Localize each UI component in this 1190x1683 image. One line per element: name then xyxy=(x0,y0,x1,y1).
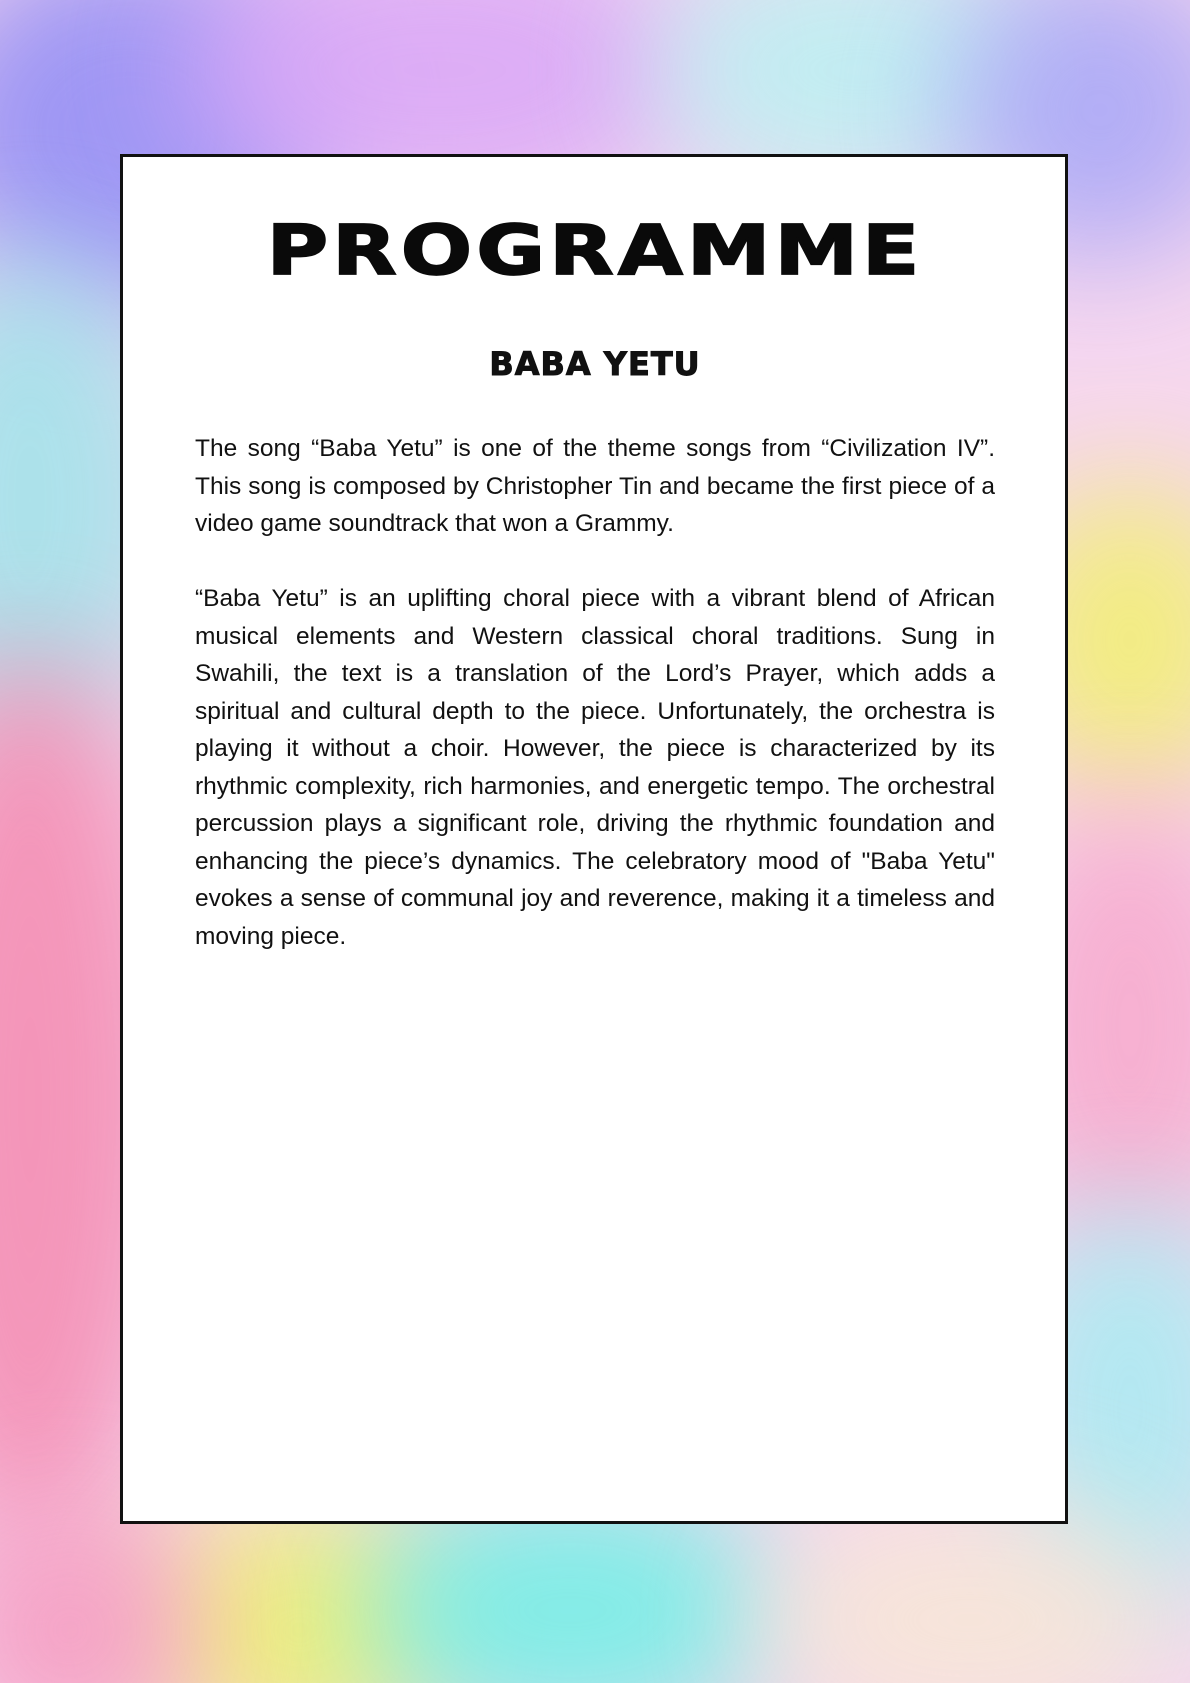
paragraph-intro: The song “Baba Yetu” is one of the theme songs from “Civilization IV”. This song is composed by Christopher Tin and became the first piece of a video game soundtrack that won a Grammy. xyxy=(195,435,995,537)
page-title: PROGRAMME xyxy=(266,209,924,291)
piece-title: BABA YETU xyxy=(489,345,701,383)
bg-blob-magenta xyxy=(0,1500,200,1683)
paragraph-description: “Baba Yetu” is an uplifting choral piece with a vibrant blend of African musical elements and Western classical choral traditions. Sung in Swahili, the text is a translation of the Lord’s Prayer, which adds a spiritual and cultural depth to the piece. Unfortunately, the orchestra is playing it without a choir. However, the piece is characterized by its rhythmic complexity, rich harmonies, and energetic tempo. The orchestral percussion plays a significant role, driving the rhythmic foundation and enhancing the piece’s dynamics. The celebratory mood of "Baba Yetu" evokes a sense of communal joy and reverence, making it a timeless and moving piece. xyxy=(195,585,995,950)
